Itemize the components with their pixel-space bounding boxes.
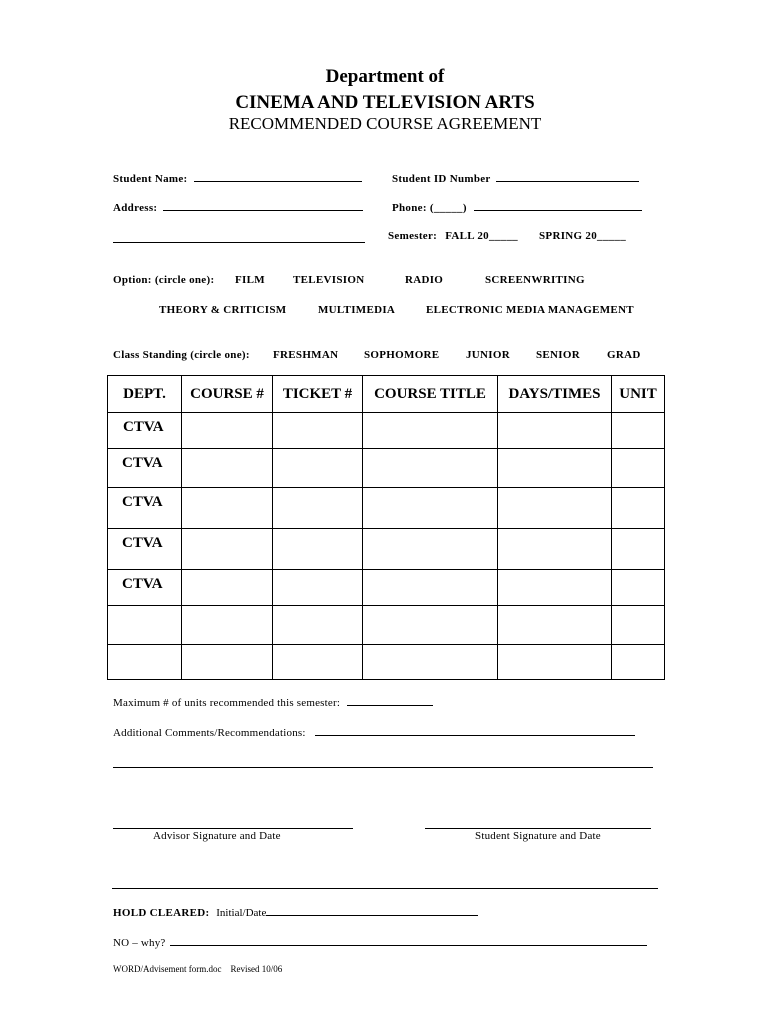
- semester-label: Semester:: [388, 230, 438, 242]
- section-divider: [112, 888, 658, 889]
- option-radio[interactable]: RADIO: [405, 274, 444, 286]
- ticket-number-cell[interactable]: [273, 529, 363, 570]
- initial-date-line[interactable]: [266, 905, 478, 916]
- option-electronic-media-management[interactable]: ELECTRONIC MEDIA MANAGEMENT: [426, 304, 634, 316]
- student-name-line[interactable]: [194, 171, 362, 182]
- student-name-field[interactable]: [113, 171, 362, 185]
- hold-cleared-label: HOLD CLEARED:: [113, 907, 210, 919]
- header-dept: DEPT.: [108, 376, 182, 413]
- course-number-cell[interactable]: [182, 606, 273, 645]
- spring-option[interactable]: SPRING 20_____: [539, 230, 627, 242]
- semester-field[interactable]: [388, 230, 626, 242]
- comments-line-1[interactable]: [315, 725, 635, 736]
- table-row: [108, 529, 665, 570]
- max-units-label: Maximum # of units recommended this semester:: [113, 697, 341, 709]
- address-line-2[interactable]: [113, 230, 365, 243]
- dept-cell: CTVA: [108, 413, 182, 449]
- days-times-cell[interactable]: [498, 529, 612, 570]
- option-label: Option: (circle one):: [113, 274, 215, 286]
- advisor-signature-label: Advisor Signature and Date: [153, 830, 281, 842]
- header-course-number: COURSE #: [182, 376, 273, 413]
- standing-sophomore[interactable]: SOPHOMORE: [364, 349, 440, 361]
- days-times-cell[interactable]: [498, 645, 612, 680]
- student-signature-line[interactable]: [425, 818, 651, 829]
- address-line-1[interactable]: [163, 200, 363, 211]
- ticket-number-cell[interactable]: [273, 606, 363, 645]
- course-number-cell[interactable]: [182, 645, 273, 680]
- dept-cell: CTVA: [108, 449, 182, 488]
- department-heading: Department of: [325, 66, 445, 87]
- course-title-cell[interactable]: [363, 645, 498, 680]
- table-row: [108, 570, 665, 606]
- header-ticket-number: TICKET #: [273, 376, 363, 413]
- unit-cell[interactable]: [612, 529, 665, 570]
- dept-cell: CTVA: [108, 570, 182, 606]
- header-course-title: COURSE TITLE: [363, 376, 498, 413]
- standing-senior[interactable]: SENIOR: [536, 349, 580, 361]
- phone-label: Phone: (_____): [392, 202, 467, 214]
- advisor-signature-line[interactable]: [113, 818, 353, 829]
- comments-label: Additional Comments/Recommendations:: [113, 727, 306, 739]
- table-row: [108, 645, 665, 680]
- department-name: CINEMA AND TELEVISION ARTS: [235, 92, 535, 113]
- unit-cell[interactable]: [612, 413, 665, 449]
- initial-date-label: Initial/Date: [216, 907, 267, 919]
- standing-grad[interactable]: GRAD: [607, 349, 641, 361]
- unit-cell[interactable]: [612, 449, 665, 488]
- dept-cell: CTVA: [108, 529, 182, 570]
- table-header-row: [108, 376, 665, 413]
- phone-line[interactable]: [474, 200, 642, 211]
- ticket-number-cell[interactable]: [273, 449, 363, 488]
- unit-cell[interactable]: [612, 645, 665, 680]
- days-times-cell[interactable]: [498, 413, 612, 449]
- option-screenwriting[interactable]: SCREENWRITING: [485, 274, 585, 286]
- course-number-cell[interactable]: [182, 570, 273, 606]
- phone-field[interactable]: [392, 200, 642, 214]
- course-table: [107, 375, 665, 680]
- standing-freshman[interactable]: FRESHMAN: [273, 349, 339, 361]
- student-signature-label: Student Signature and Date: [475, 830, 601, 842]
- course-number-cell[interactable]: [182, 529, 273, 570]
- unit-cell[interactable]: [612, 570, 665, 606]
- header-days-times: DAYS/TIMES: [498, 376, 612, 413]
- course-title-cell[interactable]: [363, 449, 498, 488]
- form-title: RECOMMENDED COURSE AGREEMENT: [228, 114, 542, 133]
- unit-cell[interactable]: [612, 488, 665, 529]
- course-title-cell[interactable]: [363, 606, 498, 645]
- hold-cleared-field[interactable]: [113, 905, 478, 919]
- course-number-cell[interactable]: [182, 413, 273, 449]
- table-row: [108, 606, 665, 645]
- days-times-cell[interactable]: [498, 488, 612, 529]
- student-id-line[interactable]: [496, 171, 639, 182]
- option-theory-criticism[interactable]: THEORY & CRITICISM: [159, 304, 287, 316]
- student-id-field[interactable]: [392, 171, 639, 185]
- course-title-cell[interactable]: [363, 488, 498, 529]
- ticket-number-cell[interactable]: [273, 413, 363, 449]
- course-title-cell[interactable]: [363, 570, 498, 606]
- no-why-line[interactable]: [170, 935, 647, 946]
- option-film[interactable]: FILM: [235, 274, 265, 286]
- dept-cell: CTVA: [108, 488, 182, 529]
- dept-cell[interactable]: [108, 606, 182, 645]
- max-units-field[interactable]: [113, 695, 433, 709]
- option-multimedia[interactable]: MULTIMEDIA: [318, 304, 396, 316]
- address-field[interactable]: [113, 200, 363, 214]
- dept-cell[interactable]: [108, 645, 182, 680]
- unit-cell[interactable]: [612, 606, 665, 645]
- table-row: [108, 413, 665, 449]
- student-id-label: Student ID Number: [392, 173, 491, 185]
- option-television[interactable]: TELEVISION: [293, 274, 365, 286]
- days-times-cell[interactable]: [498, 606, 612, 645]
- comments-line-2[interactable]: [113, 757, 653, 768]
- ticket-number-cell[interactable]: [273, 488, 363, 529]
- no-why-field[interactable]: [113, 935, 647, 949]
- comments-field[interactable]: [113, 725, 635, 739]
- address-label: Address:: [113, 202, 158, 214]
- course-number-cell[interactable]: [182, 449, 273, 488]
- ticket-number-cell[interactable]: [273, 570, 363, 606]
- header-unit: UNIT: [612, 376, 665, 413]
- standing-junior[interactable]: JUNIOR: [466, 349, 510, 361]
- ticket-number-cell[interactable]: [273, 645, 363, 680]
- table-row: [108, 449, 665, 488]
- student-name-label: Student Name:: [113, 173, 188, 185]
- document-info: WORD/Advisement form.doc Revised 10/06: [113, 964, 283, 974]
- class-standing-label: Class Standing (circle one):: [113, 349, 250, 361]
- course-title-cell[interactable]: [363, 529, 498, 570]
- days-times-cell[interactable]: [498, 570, 612, 606]
- no-why-label: NO – why?: [113, 937, 166, 949]
- table-row: [108, 488, 665, 529]
- course-title-cell[interactable]: [363, 413, 498, 449]
- course-number-cell[interactable]: [182, 488, 273, 529]
- fall-option[interactable]: FALL 20_____: [445, 230, 518, 242]
- max-units-line[interactable]: [347, 695, 433, 706]
- days-times-cell[interactable]: [498, 449, 612, 488]
